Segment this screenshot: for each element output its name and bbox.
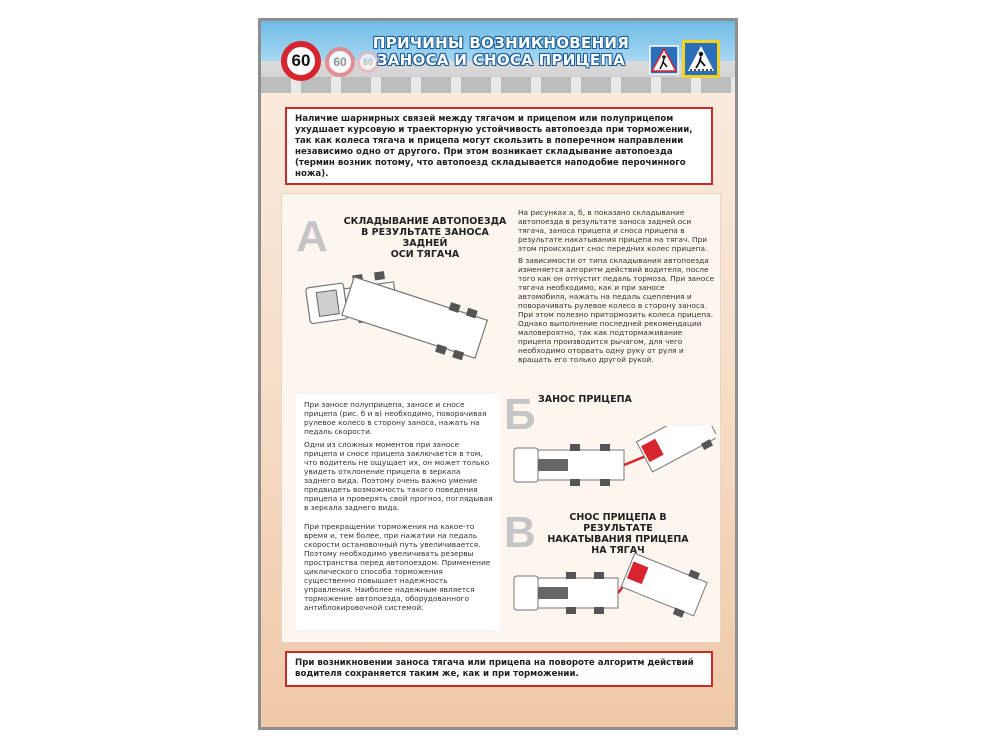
intro-box — [285, 107, 713, 185]
jackknife-diagram-a — [288, 256, 498, 366]
content-panel — [281, 193, 721, 643]
footer-text: При возникновении заноса тягача или прицепа на повороте алгоритм действий водителя сохраняется таким же, как и при торможении. — [295, 658, 694, 679]
pedestrian-crossing-sign-icon — [681, 39, 721, 79]
pedestrian-crossing-sign-icon — [649, 45, 679, 75]
trailer-run-on-diagram-v — [510, 550, 716, 634]
section-a-letter: А — [296, 212, 328, 261]
poster — [258, 18, 738, 730]
tractor-cab — [514, 448, 538, 482]
left-text-paragraph: Одни из сложных моментов при заносе прицепа и сносе прицепа заключается в том, что водитель не ощущает их, он может только увидеть отклонение прицепа в зеркала заднего вида. Поэтому очень важно умение предвидеть возможность такого поведения прицепа и проверять свой прогноз, поглядывая в зеркала заднего вида. — [304, 440, 493, 512]
title-line-2: ЗАНОСА И СНОСА ПРИЦЕПА — [376, 51, 626, 69]
road-strip — [261, 77, 735, 93]
title-line-1: ПРИЧИНЫ ВОЗНИКНОВЕНИЯ — [372, 34, 630, 52]
semitrailer — [342, 277, 488, 358]
left-text-paragraph: При заносе полуприцепа, заносе и сносе прицепа (рис. б и в) необходимо, поворачивая рулевое колесо в сторону заноса, нажать на педаль скорости. — [304, 400, 487, 436]
trailer-skid-diagram-b — [510, 426, 716, 508]
footer-box — [285, 651, 713, 687]
section-v-title-line: НА ТЯГАЧ — [591, 545, 645, 556]
left-text-block — [304, 400, 494, 612]
intro-text: Наличие шарнирных связей между тягачом и прицепом или полуприцепом ухудшает курсовую и траекторную устойчивость автопоезда при торможении, так как колеса тягача и прицепа могут скользить в поперечном направлении независимо одно от другого. При этом возникает складывание автопоезда (термин возник потому, что автопоезд складывается наподобие перочинного ножа). — [295, 114, 693, 179]
poster-header — [261, 21, 735, 93]
section-v-letter: В — [504, 508, 536, 557]
section-v-title-line: СНОС ПРИЦЕПА В РЕЗУЛЬТАТЕ — [569, 512, 667, 534]
speed-sign-value: 60 — [291, 51, 311, 70]
section-b-letter: Б — [504, 390, 536, 439]
right-text-paragraph: На рисунках а, б, в показано складывание автопоезда в результате заноса задней оси тягача, заноса прицепа и сноса прицепа в результате накатывания прицепа на тягач. При этом происходит снос передних колес прицепа. — [518, 208, 708, 253]
speed-limit-sign-icon — [325, 47, 355, 77]
page-title — [371, 35, 631, 69]
section-v-title-line: НАКАТЫВАНИЯ ПРИЦЕПА — [547, 534, 689, 545]
right-text-block — [518, 208, 714, 364]
tractor-cab — [514, 576, 538, 610]
section-b-title: ЗАНОС ПРИЦЕПА — [538, 394, 632, 405]
section-a-title — [340, 216, 510, 260]
right-text-paragraph: В зависимости от типа складывания автопоезда изменяется алгоритм действий водителя, после того как он отпустит педаль тормоза. При заносе тягача необходимо, как и при заносе автомобиля, нажать на педаль сцепления и поворачивать рулевое колесо в сторону заноса. При этом полезно притормозить колеса прицепа. Однако выполнение последней рекомендации маловероятно, так как подтормаживание прицепа производится рычагом, для чего необходимо оторвать одну руку от руля и вращать его только другой рукой. — [518, 256, 714, 364]
speed-sign-value: 60 — [333, 55, 347, 69]
left-text-paragraph: При прекращении торможения на какое-то время и, тем более, при нажатии на педаль скорости остановочный путь увеличивается. Поэтому необходимо увеличивать резервы пространства перед автопоездом. Применение циклического способа торможения существенно повышает надежность управления. Наиболее надежным является торможение автопоезда, оборудованного антиблокировочной системой. — [304, 522, 491, 612]
speed-sign-value: 60 — [362, 57, 373, 67]
speed-limit-sign-icon — [281, 41, 321, 81]
section-a-title-line: В РЕЗУЛЬТАТЕ ЗАНОСА ЗАДНЕЙ — [361, 227, 489, 249]
section-a-title-line: СКЛАДЫВАНИЕ АВТОПОЕЗДА — [343, 216, 507, 227]
section-a-title-line: ОСИ ТЯГАЧА — [390, 249, 460, 260]
